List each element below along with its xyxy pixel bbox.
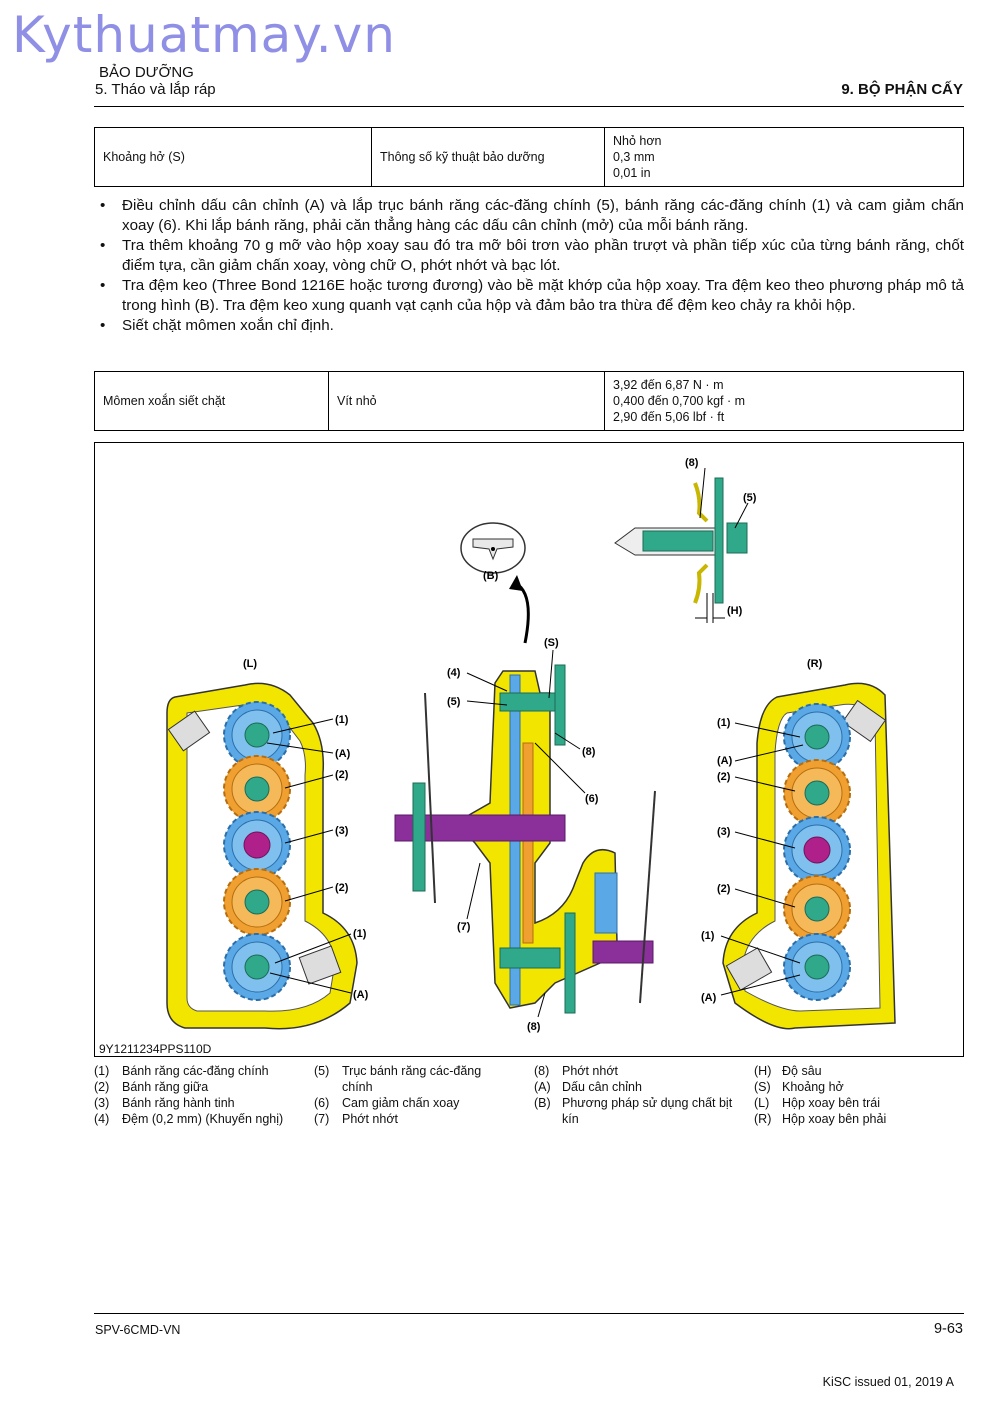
- label-8-center-bottom: (8): [527, 1021, 541, 1033]
- label-8-center-top: (8): [582, 746, 596, 758]
- clearance-spec: Thông số kỹ thuật bảo dưỡng: [372, 128, 605, 187]
- label-S: (S): [544, 637, 559, 649]
- label-R: (R): [807, 658, 823, 670]
- legend-text: Bánh răng hành tinh: [122, 1096, 235, 1110]
- legend-item: [314, 1095, 509, 1111]
- legend-text: Hộp xoay bên trái: [782, 1096, 880, 1110]
- label-A-left-bottom: (A): [353, 989, 369, 1001]
- legend-text: Trục bánh răng các-đăng chính: [342, 1064, 482, 1094]
- label-2-right-bottom: (2): [717, 883, 731, 895]
- clearance-value: 0,3 mm: [613, 150, 655, 164]
- legend-key: (3): [94, 1096, 110, 1110]
- header-chapter: 9. BỘ PHẬN CẤY: [841, 81, 963, 98]
- legend-key: (S): [754, 1080, 771, 1094]
- legend-key: (8): [534, 1064, 550, 1078]
- label-2-left-top: (2): [335, 769, 349, 781]
- legend-text: Bánh răng giữa: [122, 1080, 209, 1094]
- label-3-right: (3): [717, 826, 731, 838]
- footer-doc-code: SPV-6CMD-VN: [95, 1323, 181, 1337]
- legend-column: [534, 1063, 734, 1127]
- label-2-right-top: (2): [717, 771, 731, 783]
- legend-text: Hộp xoay bên phải: [782, 1112, 887, 1126]
- right-housing: [723, 683, 895, 1028]
- legend-text: Phương pháp sử dụng chất bịt kín: [562, 1096, 733, 1126]
- clearance-table: [94, 127, 964, 187]
- label-3-left: (3): [335, 825, 349, 837]
- legend-column: [754, 1063, 964, 1127]
- legend-key: (R): [754, 1112, 772, 1126]
- legend-key: (L): [754, 1096, 770, 1110]
- legend-column: [94, 1063, 309, 1127]
- label-1-left-bottom: (1): [353, 928, 367, 940]
- legend-text: Cam giảm chấn xoay: [342, 1096, 460, 1110]
- label-1-left-top: (1): [335, 714, 349, 726]
- torque-table: [94, 371, 964, 431]
- label-B: (B): [483, 570, 499, 582]
- legend-item: [534, 1079, 734, 1095]
- legend-text: Phớt nhớt: [342, 1112, 399, 1126]
- figure-code: 9Y1211234PPS110D: [99, 1042, 212, 1056]
- footer-issue: KiSC issued 01, 2019 A: [822, 1375, 954, 1389]
- watermark: Kythuatmay.vn: [12, 6, 396, 64]
- legend-item: [94, 1095, 309, 1111]
- label-5-detail: (5): [743, 492, 757, 504]
- label-1-right-bottom: (1): [701, 930, 715, 942]
- torque-value: 3,92 đến 6,87 N · m: [613, 378, 724, 392]
- legend-item: [754, 1063, 964, 1079]
- detail-b: [461, 523, 525, 573]
- legend-item: [754, 1111, 964, 1127]
- left-housing: [167, 683, 357, 1028]
- torque-item: Vít nhỏ: [329, 372, 605, 431]
- legend-item: [314, 1111, 509, 1127]
- clearance-label: Khoảng hở (S): [95, 128, 372, 187]
- header-rule: [94, 106, 964, 107]
- legend-item: [754, 1095, 964, 1111]
- instruction-item: • Tra thêm khoảng 70 g mỡ vào hộp xoay sau đó tra mỡ bôi trơn vào phần trượt và phần tiếp xúc của từng bánh răng, chốt điểm tựa, cần giảm chấn xoay, vòng chữ O, phớt nhớt và bạc lót.: [100, 236, 964, 276]
- assembly-figure: [94, 442, 964, 1057]
- assembly-diagram: [95, 443, 963, 1056]
- torque-value: 0,400 đến 0,700 kgf · m: [613, 394, 746, 408]
- page-number: 9-63: [933, 1321, 963, 1337]
- header-subsection: 5. Tháo và lắp ráp: [95, 81, 216, 98]
- torque-values: [605, 372, 964, 431]
- label-1-right-top: (1): [717, 717, 731, 729]
- instruction-item: • Điều chỉnh dấu cân chỉnh (A) và lắp trục bánh răng các-đăng chính (5), bánh răng các-đăng chính (1) và cam giảm chấn xoay (6). Khi lắp bánh răng, phải căn thẳng hàng các dấu cân chỉnh (mở) của mỗi bánh răng.: [100, 196, 964, 236]
- clearance-value: 0,01 in: [613, 166, 651, 180]
- legend-text: Bánh răng các-đăng chính: [122, 1064, 269, 1078]
- legend-key: (1): [94, 1064, 110, 1078]
- label-5-center: (5): [447, 696, 461, 708]
- label-H: (H): [727, 605, 743, 617]
- instruction-item: • Siết chặt mômen xoắn chỉ định.: [100, 316, 964, 336]
- legend-item: [94, 1063, 309, 1079]
- legend-item: [534, 1063, 734, 1079]
- legend-text: Phớt nhớt: [562, 1064, 619, 1078]
- torque-value: 2,90 đến 5,06 lbf · ft: [613, 410, 725, 424]
- clearance-value: Nhỏ hơn: [613, 134, 662, 148]
- label-8-detail: (8): [685, 457, 699, 469]
- label-4: (4): [447, 667, 461, 679]
- legend-key: (2): [94, 1080, 110, 1094]
- legend-key: (7): [314, 1112, 330, 1126]
- legend-key: (H): [754, 1064, 772, 1078]
- clearance-values: [605, 128, 964, 187]
- legend-text: Khoảng hở: [782, 1080, 844, 1094]
- label-7: (7): [457, 921, 471, 933]
- label-A-left-top: (A): [335, 748, 351, 760]
- label-6: (6): [585, 793, 599, 805]
- torque-label: Mômen xoắn siết chặt: [95, 372, 329, 431]
- legend-item: [754, 1079, 964, 1095]
- legend-item: [94, 1079, 309, 1095]
- header-section: BẢO DƯỠNG: [99, 64, 194, 81]
- instruction-list: [100, 196, 964, 336]
- label-A-right-bottom: (A): [701, 992, 717, 1004]
- legend-text: Đệm (0,2 mm) (Khuyến nghị): [122, 1112, 284, 1126]
- legend-item: [94, 1111, 309, 1127]
- legend-key: (A): [534, 1080, 551, 1094]
- legend-text: Độ sâu: [782, 1064, 822, 1078]
- label-L: (L): [243, 658, 258, 670]
- legend-item: [534, 1095, 734, 1127]
- legend-key: (B): [534, 1096, 551, 1110]
- instruction-item: • Tra đệm keo (Three Bond 1216E hoặc tương đương) vào bề mặt khớp của hộp xoay. Tra đệm keo theo phương pháp mô tả trong hình (B). Tra đệm keo xung quanh vạt cạnh của hộp và đảm bảo tra thừa để đệm keo chảy ra khỏi hộp.: [100, 276, 964, 316]
- center-section: [395, 575, 655, 1013]
- footer-rule: [94, 1313, 964, 1314]
- detail-h: [615, 478, 747, 623]
- label-A-right-top: (A): [717, 755, 733, 767]
- legend-text: Dấu cân chỉnh: [562, 1080, 642, 1094]
- legend-key: (5): [314, 1064, 330, 1078]
- legend-key: (6): [314, 1096, 330, 1110]
- legend-column: [314, 1063, 509, 1127]
- legend-key: (4): [94, 1112, 110, 1126]
- label-2-left-bottom: (2): [335, 882, 349, 894]
- legend-item: [314, 1063, 509, 1095]
